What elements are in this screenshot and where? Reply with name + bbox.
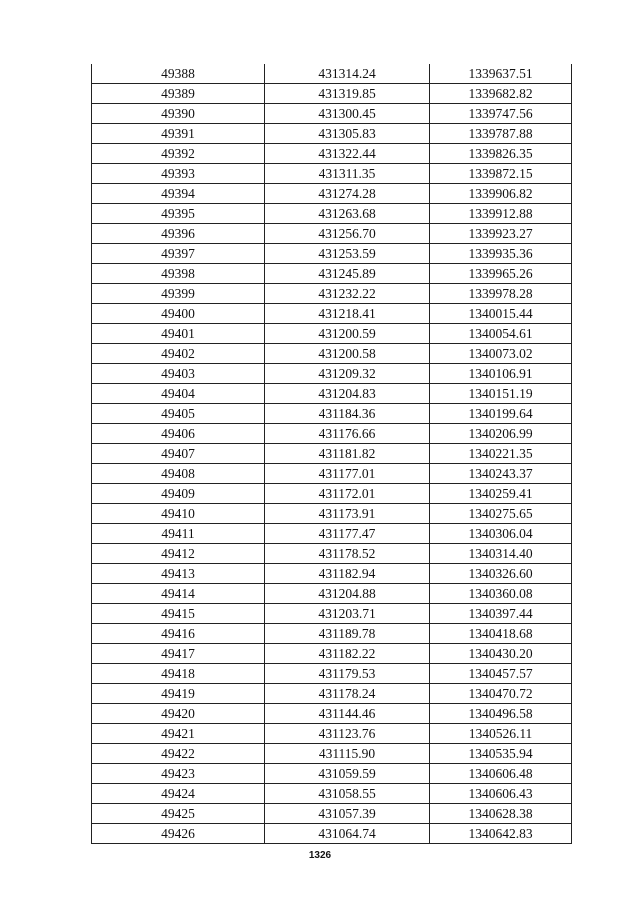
table-row bbox=[92, 124, 572, 144]
table-row bbox=[92, 504, 572, 524]
point-id-cell: 49393 bbox=[92, 164, 265, 184]
table-row bbox=[92, 144, 572, 164]
y-coordinate-cell: 1339787.88 bbox=[430, 124, 572, 144]
x-coordinate-cell: 431058.55 bbox=[265, 784, 430, 804]
y-coordinate-cell: 1340470.72 bbox=[430, 684, 572, 704]
x-coordinate-cell: 431177.47 bbox=[265, 524, 430, 544]
x-coordinate-cell: 431184.36 bbox=[265, 404, 430, 424]
point-id-cell: 49419 bbox=[92, 684, 265, 704]
point-id-cell: 49401 bbox=[92, 324, 265, 344]
x-coordinate-cell: 431172.01 bbox=[265, 484, 430, 504]
table-row bbox=[92, 164, 572, 184]
point-id-cell: 49410 bbox=[92, 504, 265, 524]
x-coordinate-cell: 431314.24 bbox=[265, 64, 430, 84]
y-coordinate-cell: 1340457.57 bbox=[430, 664, 572, 684]
x-coordinate-cell: 431200.59 bbox=[265, 324, 430, 344]
point-id-cell: 49408 bbox=[92, 464, 265, 484]
x-coordinate-cell: 431319.85 bbox=[265, 84, 430, 104]
table-row bbox=[92, 604, 572, 624]
table-row bbox=[92, 204, 572, 224]
table-row bbox=[92, 584, 572, 604]
x-coordinate-cell: 431064.74 bbox=[265, 824, 430, 844]
x-coordinate-cell: 431200.58 bbox=[265, 344, 430, 364]
y-coordinate-cell: 1340642.83 bbox=[430, 824, 572, 844]
table-row bbox=[92, 784, 572, 804]
point-id-cell: 49394 bbox=[92, 184, 265, 204]
point-id-cell: 49403 bbox=[92, 364, 265, 384]
table-row bbox=[92, 804, 572, 824]
y-coordinate-cell: 1340606.43 bbox=[430, 784, 572, 804]
y-coordinate-cell: 1340535.94 bbox=[430, 744, 572, 764]
point-id-cell: 49422 bbox=[92, 744, 265, 764]
y-coordinate-cell: 1339637.51 bbox=[430, 64, 572, 84]
table-row bbox=[92, 564, 572, 584]
x-coordinate-cell: 431263.68 bbox=[265, 204, 430, 224]
x-coordinate-cell: 431203.71 bbox=[265, 604, 430, 624]
y-coordinate-cell: 1340397.44 bbox=[430, 604, 572, 624]
x-coordinate-cell: 431182.22 bbox=[265, 644, 430, 664]
point-id-cell: 49396 bbox=[92, 224, 265, 244]
table-row bbox=[92, 184, 572, 204]
point-id-cell: 49409 bbox=[92, 484, 265, 504]
x-coordinate-cell: 431218.41 bbox=[265, 304, 430, 324]
table-row bbox=[92, 264, 572, 284]
y-coordinate-cell: 1340418.68 bbox=[430, 624, 572, 644]
table-row bbox=[92, 644, 572, 664]
table-row bbox=[92, 444, 572, 464]
point-id-cell: 49413 bbox=[92, 564, 265, 584]
y-coordinate-cell: 1340073.02 bbox=[430, 344, 572, 364]
y-coordinate-cell: 1340275.65 bbox=[430, 504, 572, 524]
point-id-cell: 49402 bbox=[92, 344, 265, 364]
point-id-cell: 49397 bbox=[92, 244, 265, 264]
table-row bbox=[92, 764, 572, 784]
table-row bbox=[92, 224, 572, 244]
x-coordinate-cell: 431179.53 bbox=[265, 664, 430, 684]
table-row bbox=[92, 624, 572, 644]
point-id-cell: 49389 bbox=[92, 84, 265, 104]
table-row bbox=[92, 344, 572, 364]
y-coordinate-cell: 1340243.37 bbox=[430, 464, 572, 484]
y-coordinate-cell: 1339747.56 bbox=[430, 104, 572, 124]
y-coordinate-cell: 1339923.27 bbox=[430, 224, 572, 244]
point-id-cell: 49399 bbox=[92, 284, 265, 304]
page-number: 1326 bbox=[308, 850, 332, 861]
x-coordinate-cell: 431057.39 bbox=[265, 804, 430, 824]
point-id-cell: 49407 bbox=[92, 444, 265, 464]
y-coordinate-cell: 1340496.58 bbox=[430, 704, 572, 724]
y-coordinate-cell: 1340015.44 bbox=[430, 304, 572, 324]
point-id-cell: 49404 bbox=[92, 384, 265, 404]
point-id-cell: 49406 bbox=[92, 424, 265, 444]
table-row bbox=[92, 364, 572, 384]
table-row bbox=[92, 84, 572, 104]
x-coordinate-cell: 431245.89 bbox=[265, 264, 430, 284]
y-coordinate-cell: 1340526.11 bbox=[430, 724, 572, 744]
y-coordinate-cell: 1340306.04 bbox=[430, 524, 572, 544]
table-row bbox=[92, 244, 572, 264]
point-id-cell: 49395 bbox=[92, 204, 265, 224]
coordinate-table-body bbox=[92, 64, 572, 844]
y-coordinate-cell: 1340221.35 bbox=[430, 444, 572, 464]
y-coordinate-cell: 1339826.35 bbox=[430, 144, 572, 164]
point-id-cell: 49414 bbox=[92, 584, 265, 604]
table-row bbox=[92, 704, 572, 724]
x-coordinate-cell: 431173.91 bbox=[265, 504, 430, 524]
x-coordinate-cell: 431177.01 bbox=[265, 464, 430, 484]
point-id-cell: 49400 bbox=[92, 304, 265, 324]
x-coordinate-cell: 431232.22 bbox=[265, 284, 430, 304]
y-coordinate-cell: 1339965.26 bbox=[430, 264, 572, 284]
table-row bbox=[92, 464, 572, 484]
y-coordinate-cell: 1340430.20 bbox=[430, 644, 572, 664]
table-row bbox=[92, 824, 572, 844]
point-id-cell: 49398 bbox=[92, 264, 265, 284]
point-id-cell: 49417 bbox=[92, 644, 265, 664]
y-coordinate-cell: 1340206.99 bbox=[430, 424, 572, 444]
x-coordinate-cell: 431123.76 bbox=[265, 724, 430, 744]
y-coordinate-cell: 1340606.48 bbox=[430, 764, 572, 784]
point-id-cell: 49423 bbox=[92, 764, 265, 784]
point-id-cell: 49424 bbox=[92, 784, 265, 804]
point-id-cell: 49420 bbox=[92, 704, 265, 724]
x-coordinate-cell: 431181.82 bbox=[265, 444, 430, 464]
y-coordinate-cell: 1340199.64 bbox=[430, 404, 572, 424]
point-id-cell: 49405 bbox=[92, 404, 265, 424]
y-coordinate-cell: 1340326.60 bbox=[430, 564, 572, 584]
y-coordinate-cell: 1339682.82 bbox=[430, 84, 572, 104]
table-row bbox=[92, 524, 572, 544]
x-coordinate-cell: 431305.83 bbox=[265, 124, 430, 144]
point-id-cell: 49412 bbox=[92, 544, 265, 564]
y-coordinate-cell: 1339906.82 bbox=[430, 184, 572, 204]
y-coordinate-cell: 1340259.41 bbox=[430, 484, 572, 504]
point-id-cell: 49421 bbox=[92, 724, 265, 744]
x-coordinate-cell: 431204.88 bbox=[265, 584, 430, 604]
x-coordinate-cell: 431204.83 bbox=[265, 384, 430, 404]
table-row bbox=[92, 744, 572, 764]
table-row bbox=[92, 544, 572, 564]
table-row bbox=[92, 424, 572, 444]
y-coordinate-cell: 1340314.40 bbox=[430, 544, 572, 564]
point-id-cell: 49411 bbox=[92, 524, 265, 544]
y-coordinate-cell: 1339872.15 bbox=[430, 164, 572, 184]
x-coordinate-cell: 431253.59 bbox=[265, 244, 430, 264]
x-coordinate-cell: 431300.45 bbox=[265, 104, 430, 124]
y-coordinate-cell: 1339978.28 bbox=[430, 284, 572, 304]
x-coordinate-cell: 431189.78 bbox=[265, 624, 430, 644]
coordinate-table bbox=[91, 64, 572, 844]
point-id-cell: 49392 bbox=[92, 144, 265, 164]
y-coordinate-cell: 1339935.36 bbox=[430, 244, 572, 264]
x-coordinate-cell: 431322.44 bbox=[265, 144, 430, 164]
table-row bbox=[92, 484, 572, 504]
table-row bbox=[92, 404, 572, 424]
x-coordinate-cell: 431178.52 bbox=[265, 544, 430, 564]
x-coordinate-cell: 431209.32 bbox=[265, 364, 430, 384]
y-coordinate-cell: 1340054.61 bbox=[430, 324, 572, 344]
x-coordinate-cell: 431144.46 bbox=[265, 704, 430, 724]
table-row bbox=[92, 64, 572, 84]
x-coordinate-cell: 431274.28 bbox=[265, 184, 430, 204]
y-coordinate-cell: 1340360.08 bbox=[430, 584, 572, 604]
point-id-cell: 49391 bbox=[92, 124, 265, 144]
y-coordinate-cell: 1340151.19 bbox=[430, 384, 572, 404]
table-row bbox=[92, 724, 572, 744]
x-coordinate-cell: 431059.59 bbox=[265, 764, 430, 784]
y-coordinate-cell: 1339912.88 bbox=[430, 204, 572, 224]
x-coordinate-cell: 431176.66 bbox=[265, 424, 430, 444]
y-coordinate-cell: 1340106.91 bbox=[430, 364, 572, 384]
point-id-cell: 49426 bbox=[92, 824, 265, 844]
x-coordinate-cell: 431256.70 bbox=[265, 224, 430, 244]
table-row bbox=[92, 284, 572, 304]
point-id-cell: 49390 bbox=[92, 104, 265, 124]
point-id-cell: 49388 bbox=[92, 64, 265, 84]
table-row bbox=[92, 664, 572, 684]
table-row bbox=[92, 684, 572, 704]
table-row bbox=[92, 304, 572, 324]
x-coordinate-cell: 431178.24 bbox=[265, 684, 430, 704]
x-coordinate-cell: 431115.90 bbox=[265, 744, 430, 764]
point-id-cell: 49425 bbox=[92, 804, 265, 824]
y-coordinate-cell: 1340628.38 bbox=[430, 804, 572, 824]
point-id-cell: 49416 bbox=[92, 624, 265, 644]
table-row bbox=[92, 104, 572, 124]
table-row bbox=[92, 384, 572, 404]
point-id-cell: 49415 bbox=[92, 604, 265, 624]
x-coordinate-cell: 431311.35 bbox=[265, 164, 430, 184]
x-coordinate-cell: 431182.94 bbox=[265, 564, 430, 584]
table-row bbox=[92, 324, 572, 344]
point-id-cell: 49418 bbox=[92, 664, 265, 684]
